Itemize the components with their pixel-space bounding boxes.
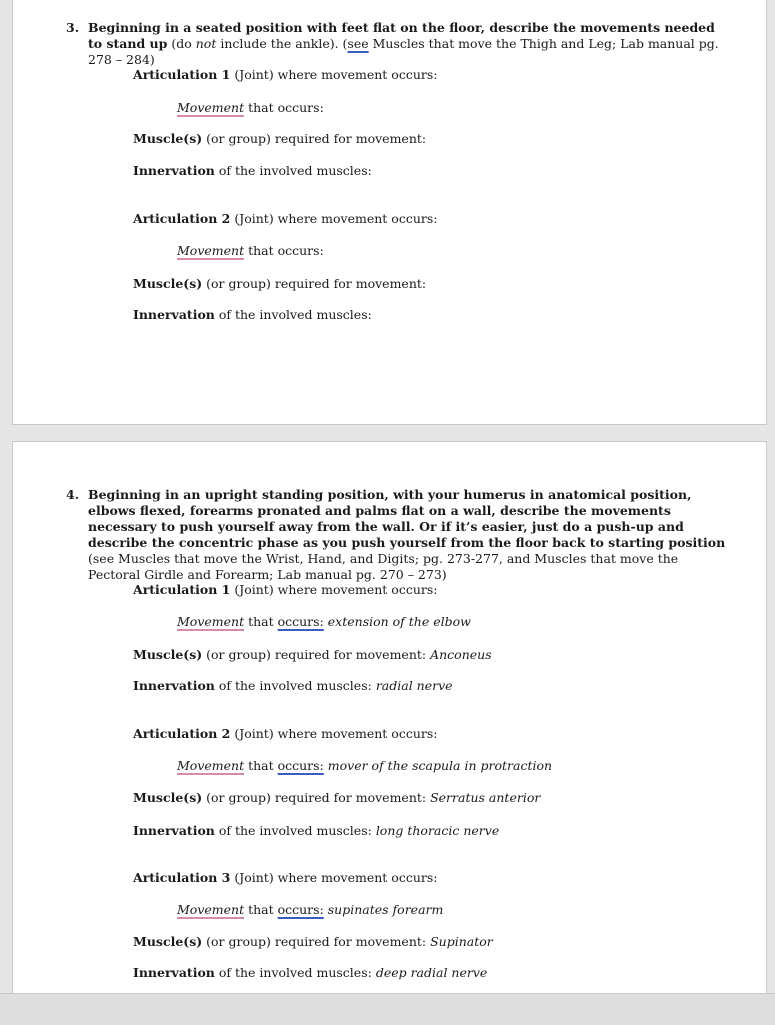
- text: (Joint) where movement occurs:: [230, 67, 438, 82]
- text: that occurs:: [244, 100, 324, 115]
- label: Innervation: [133, 823, 215, 838]
- question-3-see: see: [347, 36, 369, 51]
- label: Muscle(s): [133, 131, 203, 146]
- label: Movement: [177, 614, 245, 629]
- q4-articulation-1: [133, 582, 437, 597]
- text: of the involved muscles:: [214, 965, 376, 980]
- q4-articulation-3: [133, 870, 437, 885]
- label: Innervation: [133, 307, 215, 322]
- question-3-not: not: [195, 36, 217, 51]
- text: of the involved muscles:: [214, 678, 376, 693]
- answer: long thoracic nerve: [375, 823, 500, 838]
- label: Muscle(s): [133, 647, 203, 662]
- q4-articulation-2: [133, 726, 437, 741]
- text: (or group) required for movement:: [202, 131, 427, 146]
- q3-movement-1: [177, 100, 324, 115]
- label: Innervation: [133, 163, 215, 178]
- q4-movement-2: [177, 758, 552, 773]
- question-4-number: 4.: [66, 487, 80, 502]
- question-3-text-b: include the ankle). (: [216, 36, 348, 51]
- answer: deep radial nerve: [375, 965, 488, 980]
- label: Muscle(s): [133, 790, 203, 805]
- q3-muscles-1: [133, 131, 426, 146]
- text: of the involved muscles:: [214, 307, 372, 322]
- answer: mover of the scapula in protraction: [323, 758, 553, 773]
- question-4-prompt: [88, 487, 728, 583]
- q3-articulation-1: [133, 67, 437, 82]
- window-bottom-bar: [0, 993, 775, 1025]
- answer: Serratus anterior: [430, 790, 541, 805]
- text: that: [244, 614, 278, 629]
- question-3-number: 3.: [66, 20, 80, 35]
- label: Movement: [177, 902, 245, 917]
- q3-innervation-1: [133, 163, 372, 178]
- text: that occurs:: [244, 243, 324, 258]
- label: Movement: [177, 243, 245, 258]
- answer: radial nerve: [375, 678, 453, 693]
- text: of the involved muscles:: [214, 163, 372, 178]
- label: Articulation 2: [133, 211, 231, 226]
- q4-movement-1: [177, 614, 471, 629]
- q3-articulation-2: [133, 211, 437, 226]
- label: Articulation 3: [133, 870, 231, 885]
- question-4-text: (see Muscles that move the Wrist, Hand, and Digits; pg. 273-277, and Muscles that move the Pectoral Girdle and Forearm; Lab manual pg. 270 – 273): [88, 551, 679, 582]
- text: (or group) required for movement:: [202, 934, 431, 949]
- text: (Joint) where movement occurs:: [230, 870, 438, 885]
- label: Movement: [177, 100, 245, 115]
- text: (Joint) where movement occurs:: [230, 726, 438, 741]
- q3-movement-2: [177, 243, 324, 258]
- text: occurs:: [277, 902, 324, 917]
- q4-innervation-3: [133, 965, 487, 980]
- text: (or group) required for movement:: [202, 790, 431, 805]
- question-3-bold-text: Beginning in a seated position with feet flat on the floor, describe the movements needed to stand up: [88, 20, 715, 51]
- text: (Joint) where movement occurs:: [230, 582, 438, 597]
- q4-innervation-1: [133, 678, 453, 693]
- answer: supinates forearm: [323, 902, 444, 917]
- q4-movement-3: [177, 902, 443, 917]
- text: that: [244, 758, 278, 773]
- q4-muscles-3: [133, 934, 493, 949]
- text: (or group) required for movement:: [202, 647, 431, 662]
- q4-muscles-1: [133, 647, 492, 662]
- answer: extension of the elbow: [323, 614, 471, 629]
- question-3-text-c: Muscles that move the Thigh and Leg; Lab manual pg. 278 – 284): [88, 36, 719, 67]
- label: Innervation: [133, 965, 215, 980]
- question-3-prompt: [88, 20, 728, 68]
- text: occurs:: [277, 614, 324, 629]
- answer: Supinator: [430, 934, 493, 949]
- label: Innervation: [133, 678, 215, 693]
- q3-innervation-2: [133, 307, 372, 322]
- question-3-text-a: (do: [167, 36, 196, 51]
- text: that: [244, 902, 278, 917]
- q3-muscles-2: [133, 276, 426, 291]
- label: Articulation 1: [133, 67, 231, 82]
- answer: Anconeus: [430, 647, 492, 662]
- label: Articulation 1: [133, 582, 231, 597]
- question-4-bold-text: Beginning in an upright standing position, with your humerus in anatomical position, elbows flexed, forearms pronated and palms flat on a wall, describe the movements necessary to push yourself away from the wall. Or if it’s easier, just do a push-up and describe the concentric phase as you push yourself from the floor back to starting position: [88, 487, 726, 550]
- q4-muscles-2: [133, 790, 540, 805]
- label: Articulation 2: [133, 726, 231, 741]
- text: (or group) required for movement:: [202, 276, 427, 291]
- label: Movement: [177, 758, 245, 773]
- label: Muscle(s): [133, 276, 203, 291]
- text: (Joint) where movement occurs:: [230, 211, 438, 226]
- q4-innervation-2: [133, 823, 499, 838]
- text: occurs:: [277, 758, 324, 773]
- label: Muscle(s): [133, 934, 203, 949]
- text: of the involved muscles:: [214, 823, 376, 838]
